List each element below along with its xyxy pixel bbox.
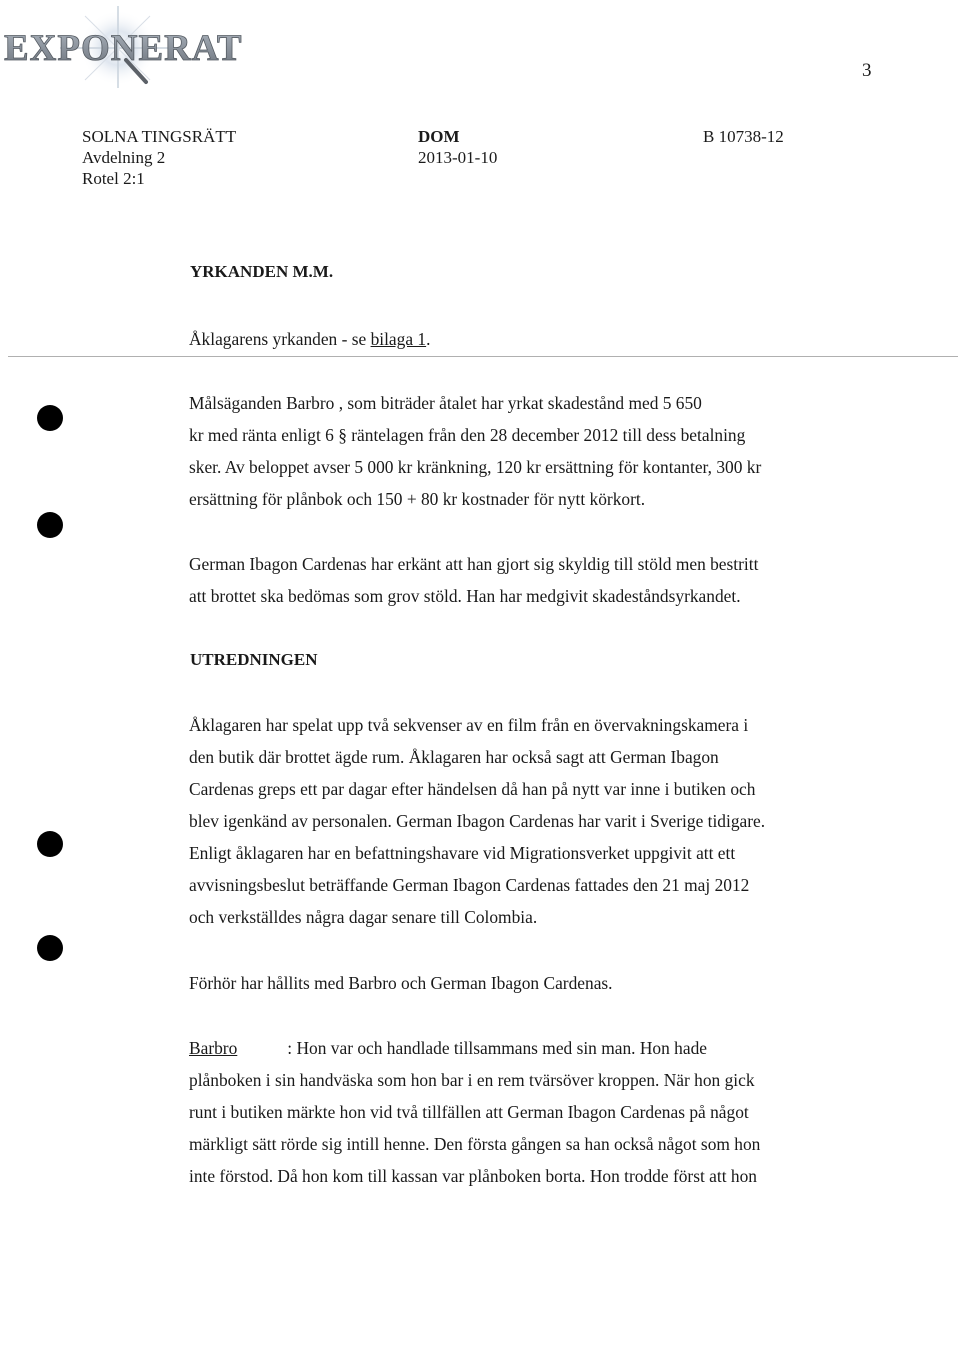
hearing-paragraph [189, 967, 819, 999]
page-number: 3 [862, 60, 872, 81]
paragraph-line: kr med ränta enligt 6 § räntelagen från den 28 december 2012 till dess betalning [189, 425, 746, 445]
punch-hole [37, 935, 63, 961]
paragraph-line: runt i butiken märkte hon vid två tillfällen att German Ibagon Cardenas på något [189, 1102, 749, 1122]
punch-hole [37, 512, 63, 538]
defendant-response-paragraph [189, 548, 819, 612]
punch-hole [37, 405, 63, 431]
logo-text: EXPONERAT [4, 28, 243, 69]
hearing-line: Förhör har hållits med Barbro och German Ibagon Cardenas. [189, 973, 613, 993]
paragraph-line: avvisningsbeslut beträffande German Ibagon Cardenas fattades den 21 maj 2012 [189, 875, 750, 895]
exponerat-logo [0, 2, 300, 88]
paragraph-line: märkligt sätt rörde sig intill henne. Den första gången sa han också något som hon [189, 1134, 761, 1154]
court-name: SOLNA TINGSRÄTT [82, 127, 237, 146]
paragraph-line: German Ibagon Cardenas har erkänt att han gjort sig skyldig till stöld men bestritt [189, 554, 759, 574]
section-title-yrkanden: YRKANDEN M.M. [190, 262, 334, 281]
witness-name: Barbro [189, 1038, 238, 1058]
punch-hole [37, 831, 63, 857]
paragraph-line: och verkställdes några dagar senare till Colombia. [189, 907, 538, 927]
evidence-paragraph [189, 709, 819, 933]
paragraph-line: plånboken i sin handväska som hon bar i en rem tvärsöver kroppen. När hon gick [189, 1070, 755, 1090]
case-number: B 10738-12 [703, 127, 784, 146]
prosecutor-claims [189, 323, 819, 355]
doc-type-block [418, 126, 497, 168]
testimony-first-line: : Hon var och handlade tillsammans med sin man. Hon hade [287, 1038, 707, 1058]
doc-date: 2013-01-10 [418, 148, 498, 167]
section-title-utredningen: UTREDNINGEN [190, 650, 318, 669]
paragraph-line: att brottet ska bedömas som grov stöld. Han har medgivit skadeståndsyrkandet. [189, 586, 741, 606]
court-division: Avdelning 2 [82, 148, 166, 167]
prosecutor-claims-end: . [426, 329, 431, 349]
paragraph-line: Cardenas greps ett par dagar efter händelsen då han på nytt var inne i butiken och [189, 779, 756, 799]
paragraph-line: inte förstod. Då hon kom till kassan var plånboken borta. Hon trodde först att hon [189, 1166, 757, 1186]
court-block [82, 126, 236, 189]
paragraph-line: Målsäganden Barbro , som biträder åtalet har yrkat skadestånd med 5 650 [189, 393, 702, 413]
court-rotel: Rotel 2:1 [82, 169, 145, 188]
paragraph-line: Åklagaren har spelat upp två sekvenser av en film från en övervakningskamera i [189, 715, 749, 735]
paragraph-line: den butik där brottet ägde rum. Åklagaren har också sagt att German Ibagon [189, 747, 719, 767]
testimony-paragraph [189, 1032, 819, 1192]
prosecutor-claims-text: Åklagarens yrkanden - se [189, 329, 371, 349]
bilaga-link[interactable]: bilaga 1 [370, 329, 427, 349]
doc-type: DOM [418, 127, 460, 146]
paragraph-line: ersättning för plånbok och 150 + 80 kr kostnader för nytt körkort. [189, 489, 646, 509]
paragraph-line: blev igenkänd av personalen. German Ibagon Cardenas har varit i Sverige tidigare. [189, 811, 766, 831]
paragraph-line: Enligt åklagaren har en befattningshavare vid Migrationsverket uppgivit att ett [189, 843, 736, 863]
victim-claim-paragraph [189, 387, 819, 515]
horizontal-rule [8, 356, 958, 357]
paragraph-line: sker. Av beloppet avser 5 000 kr kränkning, 120 kr ersättning för kontanter, 300 kr [189, 457, 762, 477]
